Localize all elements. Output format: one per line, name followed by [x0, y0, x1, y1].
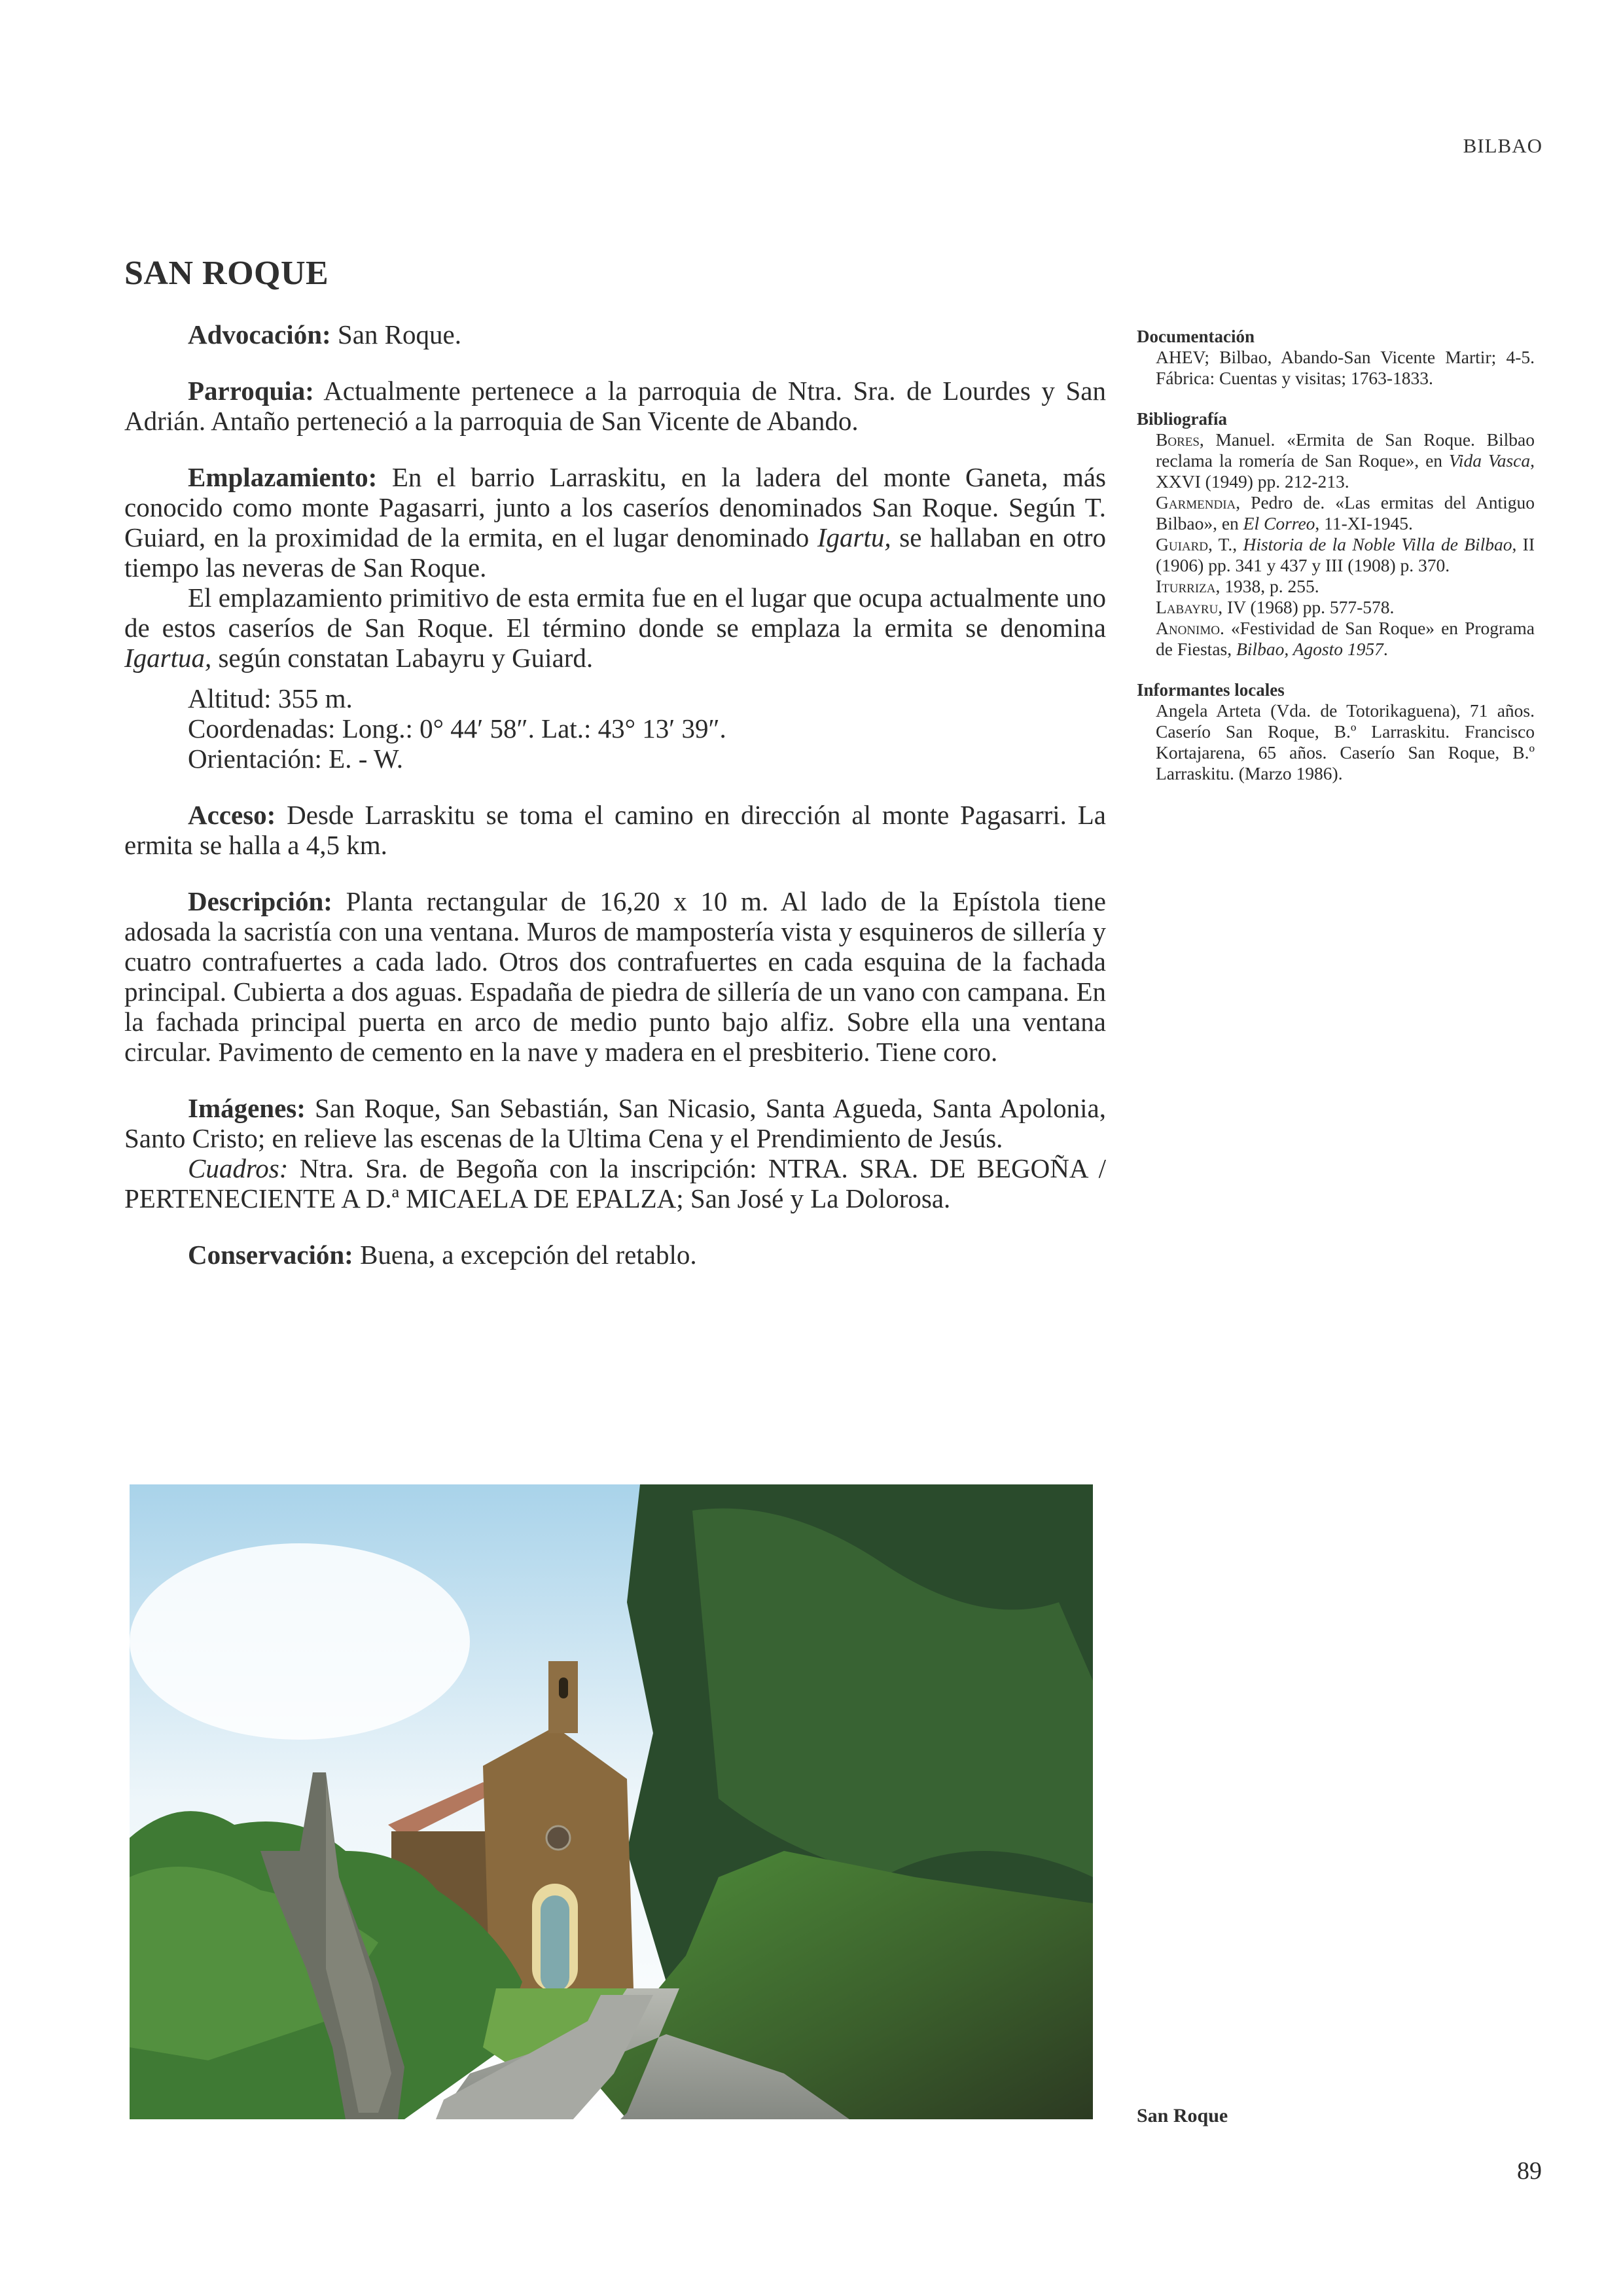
- text-emplazamiento-p2-1: El emplazamiento primitivo de esta ermita fue en el lugar que ocupa actualmente uno de estos caseríos de San Roque. El término donde se emplaza la ermita se denomina: [124, 583, 1106, 643]
- label-parroquia: Parroquia:: [188, 376, 314, 406]
- entry-text-end: , II (1906) pp. 341 y 437 y III (1908) p. 370.: [1156, 534, 1535, 575]
- entry-italic: Historia de la Noble Villa de Bilbao: [1243, 534, 1512, 554]
- text-emplazamiento-2: se hallaban en otro tiempo las neveras de San Roque.: [124, 522, 1106, 583]
- cloud: [130, 1543, 470, 1740]
- side-column: [1137, 326, 1535, 804]
- text-parroquia: Actualmente pertenece a la parroquia de Ntra. Sra. de Lourdes y San Adrián. Antaño perteneció a la parroquia de San Vicente de Abando.: [124, 376, 1106, 436]
- label-conservacion: Conservación:: [188, 1240, 353, 1270]
- entry-author: Garmendia: [1156, 492, 1236, 512]
- main-column: [124, 319, 1106, 1270]
- informantes-group: [1137, 679, 1535, 784]
- heading-informantes: Informantes locales: [1137, 680, 1285, 700]
- label-emplazamiento: Emplazamiento:: [188, 462, 378, 492]
- text-acceso: Desde Larraskitu se toma el camino en dirección al monte Pagasarri. La ermita se halla a 4,5 km.: [124, 800, 1107, 860]
- bibliography-entry: [1156, 492, 1535, 534]
- bibliography-entry: [1156, 429, 1535, 492]
- datos-block: [124, 683, 1106, 774]
- section-parroquia: [124, 376, 1106, 436]
- altitud: Altitud: 355 m.: [188, 683, 353, 713]
- bibliography-entry: [1156, 534, 1535, 576]
- text-emplazamiento-p2-2: según constatan Labayru y Guiard.: [218, 643, 594, 673]
- section-advocacion: [124, 319, 1106, 350]
- section-acceso: [124, 800, 1106, 860]
- paragraph-emplazamiento-primitivo: [124, 583, 1106, 673]
- entry-italic: El Correo: [1243, 513, 1315, 533]
- heading-documentacion: Documentación: [1137, 327, 1255, 346]
- section-imagenes: [124, 1093, 1106, 1153]
- entry-text: , T.,: [1208, 534, 1243, 554]
- entry-italic: Vida Vasca: [1449, 450, 1531, 471]
- documentacion-group: [1137, 326, 1535, 389]
- text-emplazamiento-p2-italic: Igartua,: [124, 643, 212, 673]
- text-conservacion: Buena, a excepción del retablo.: [360, 1240, 697, 1270]
- heading-bibliografia: Bibliografía: [1137, 409, 1228, 429]
- entry-text-end: , 11-XI-1945.: [1315, 513, 1413, 533]
- entry-author: Guiard: [1156, 534, 1209, 554]
- entry-author: Labayru: [1156, 597, 1219, 617]
- orientacion: Orientación: E. - W.: [188, 744, 404, 774]
- label-descripcion: Descripción:: [188, 886, 332, 916]
- coordenadas: Coordenadas: Long.: 0° 44′ 58″. Lat.: 43° 13′ 39″.: [188, 713, 726, 744]
- label-advocacion: Advocación:: [188, 319, 331, 350]
- text-documentacion: AHEV; Bilbao, Abando-San Vicente Martir; 4-5. Fábrica: Cuentas y visitas; 1763-1833.: [1156, 347, 1535, 388]
- text-advocacion: San Roque.: [337, 319, 461, 350]
- label-imagenes: Imágenes:: [188, 1093, 306, 1123]
- entry-text: , Manuel. «Ermita de San Roque. Bilbao reclama la romería de San Roque», en: [1156, 429, 1535, 471]
- bibliografia-list: [1137, 429, 1535, 660]
- entry-author: Anonimo: [1156, 618, 1220, 638]
- bibliografia-group: [1137, 408, 1535, 660]
- bibliography-entry: [1156, 576, 1535, 597]
- label-cuadros: Cuadros:: [188, 1153, 289, 1183]
- rose-window: [546, 1826, 570, 1850]
- text-descripcion: Planta rectangular de 16,20 x 10 m. Al lado de la Epístola tiene adosada la sacristía con una ventana. Muros de mampostería vista y esquineros de sillería y cuatro contrafuertes a cada lado. Otros dos contrafuertes en cada esquina de la fachada principal. Cubierta a dos aguas. Espadaña de piedra de sillería de un vano con campana. En la fachada principal puerta en arco de medio punto bajo alfiz. Sobre ella una ventana circular. Pavimento de cemento en la nave y madera en el presbiterio. Tiene coro.: [124, 886, 1106, 1067]
- page-number: 89: [1517, 2157, 1542, 2185]
- text-cuadros: Ntra. Sra. de Begoña con la inscripción: NTRA. SRA. DE BEGOÑA / PERTENECIENTE A D.ª MICAELA DE EPALZA; San José y La Dolorosa.: [124, 1153, 1106, 1213]
- section-conservacion: [124, 1240, 1106, 1270]
- door: [541, 1895, 569, 1992]
- entry-text: , IV (1968) pp. 577-578.: [1218, 597, 1395, 617]
- bibliography-entry: [1156, 618, 1535, 660]
- page-title: SAN ROQUE: [124, 255, 329, 292]
- entry-text: , 1938, p. 255.: [1215, 576, 1319, 596]
- entry-text-end: .: [1383, 639, 1388, 659]
- label-acceso: Acceso:: [188, 800, 276, 830]
- text-imagenes: San Roque, San Sebastián, San Nicasio, Santa Agueda, Santa Apolonia, Santo Cristo; en relieve las escenas de la Ultima Cena y el Prendimiento de Jesús.: [124, 1093, 1106, 1153]
- photograph-san-roque-hermitage: [130, 1484, 1093, 2119]
- entry-author: Bores: [1156, 429, 1200, 450]
- entry-text-end: , XXVI (1949) pp. 212-213.: [1156, 450, 1535, 492]
- running-head: BILBAO: [1463, 134, 1543, 157]
- text-informantes: Angela Arteta (Vda. de Totorikaguena), 71 años. Caserío San Roque, B.º Larraskitu. Francisco Kortajarena, 65 años. Caserío San Roque, B.º Larraskitu. (Marzo 1986).: [1156, 700, 1535, 783]
- entry-author: Iturriza: [1156, 576, 1216, 596]
- photo-caption: San Roque: [1137, 2105, 1228, 2126]
- photo-illustration: [130, 1484, 1093, 2119]
- text-emplazamiento-italic-1: Igartu,: [817, 522, 891, 552]
- bell-opening: [559, 1677, 568, 1698]
- paragraph-cuadros: [124, 1153, 1106, 1213]
- bibliography-entry: [1156, 597, 1535, 618]
- section-descripcion: [124, 886, 1106, 1067]
- entry-text: , Pedro de. «Las ermitas del Antiguo Bilbao», en: [1156, 492, 1535, 533]
- section-emplazamiento: [124, 462, 1106, 583]
- entry-text: . «Festividad de San Roque» en Programa de Fiestas,: [1156, 618, 1535, 659]
- entry-italic: Bilbao, Agosto 1957: [1236, 639, 1383, 659]
- text-emplazamiento-1: En el barrio Larraskitu, en la ladera del monte Ganeta, más conocido como monte Pagasarri, junto a los caseríos denominados San Roque. Según T. Guiard, en la proximidad de la ermita, en el lugar denominado: [124, 462, 1106, 552]
